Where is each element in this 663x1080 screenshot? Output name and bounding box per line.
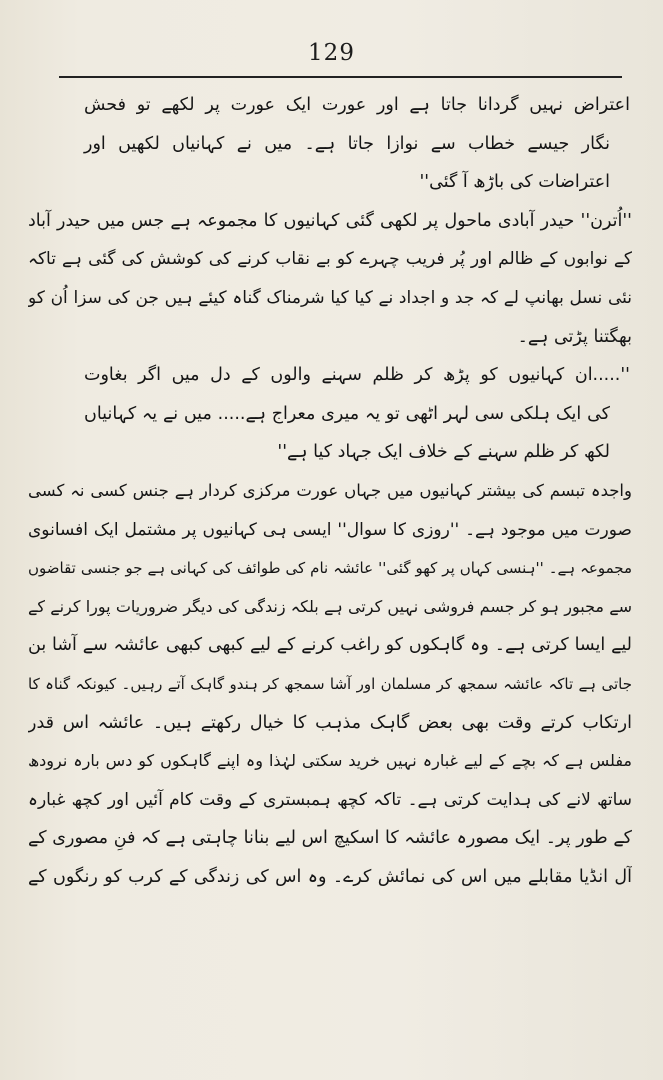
text-line: لیے ایسا کرتی ہے۔ وہ گاہکوں کو راغب کرنے کے لیے کبھی کبھی عائشہ سے آشا بن xyxy=(28,635,632,656)
text-line: کی ایک ہلکی سی لہر اٹھی تو یہ میری معراج ہے..... میں نے یہ کہانیاں xyxy=(84,403,610,424)
text-line: سے مجبور ہو کر جسم فروشی نہیں کرتی ہے بلکہ زندگی کی دیگر ضروریات پورا کرنے کے xyxy=(28,596,632,616)
text-line: لکھ کر ظلم سہنے کے خلاف ایک جہاد کیا ہے'' xyxy=(277,442,610,463)
text-line: ارتکاب کرتے وقت بھی بعض گاہک مذہب کا خیال رکھتے ہیں۔ عائشہ اس قدر xyxy=(28,712,632,733)
text-line: کے طور پر۔ ایک مصورہ عائشہ کا اسکیچ اس لیے بنانا چاہتی ہے کہ فنِ مصوری کے xyxy=(28,828,632,849)
text-line: ''.....ان کہانیوں کو پڑھ کر ظلم سہنے والوں کے دل میں اگر بغاوت xyxy=(84,365,630,386)
text-line: صورت میں موجود ہے۔ ''روزی کا سوال'' ایسی ہی کہانیوں پر مشتمل ایک افسانوی xyxy=(28,519,632,540)
text-line: مفلس ہے کہ بچے کے لیے غبارہ نہیں خرید سکتی لہٰذا وہ اپنے گاہکوں کو دس بارہ نرودھ xyxy=(28,751,632,771)
text-line: بھگتنا پڑتی ہے۔ xyxy=(517,326,632,347)
text-line: جاتی ہے تاکہ عائشہ سمجھ کر مسلمان اور آشا سمجھ کر ہندو گاہک آتے رہیں۔ کیونکہ گناہ کا xyxy=(28,674,632,693)
header-rule xyxy=(59,76,622,78)
text-line: ساتھ لانے کی ہدایت کرتی ہے۔ تاکہ کچھ ہمبستری کے وقت کام آئیں اور کچھ غبارہ xyxy=(28,789,632,810)
text-line: ''اُترن'' حیدر آبادی ماحول پر لکھی گئی کہانیوں کا مجموعہ ہے جس میں حیدر آباد xyxy=(28,210,632,231)
text-line: اعتراض نہیں گردانا جاتا ہے اور عورت ایک عورت پر لکھے تو فحش xyxy=(84,95,630,115)
page-text xyxy=(28,86,632,896)
text-line: واجدہ تبسم کی بیشتر کہانیوں میں جہاں عورت مرکزی کردار ہے جنس کسی نہ کسی xyxy=(28,480,632,500)
text-line: آل انڈیا مقابلے میں اس کی نمائش کرے۔ وہ اس کی زندگی کے کرب کو رنگوں کے xyxy=(28,866,632,887)
text-line: اعتراضات کی باڑھ آ گئی'' xyxy=(419,172,610,193)
text-line: کے نوابوں کے ظالم اور پُر فریب چہرے کو بے نقاب کرنے کی کوشش کی گئی ہے تاکہ xyxy=(28,249,632,270)
text-line: نئی نسل بھانپ لے کہ جد و اجداد نے کیا کیا شرمناک گناہ کیئے ہیں جن کی سزا اُن کو xyxy=(28,287,632,308)
page-number: 129 xyxy=(308,40,355,66)
text-line: مجموعہ ہے۔ ''ہنسی کہاں پر کھو گئی'' عائشہ نام کی طوائف کی کہانی ہے جو جنسی تقاضوں xyxy=(28,559,632,578)
text-line: نگار جیسے خطاب سے نوازا جاتا ہے۔ میں نے کہانیاں لکھیں اور xyxy=(84,133,610,154)
